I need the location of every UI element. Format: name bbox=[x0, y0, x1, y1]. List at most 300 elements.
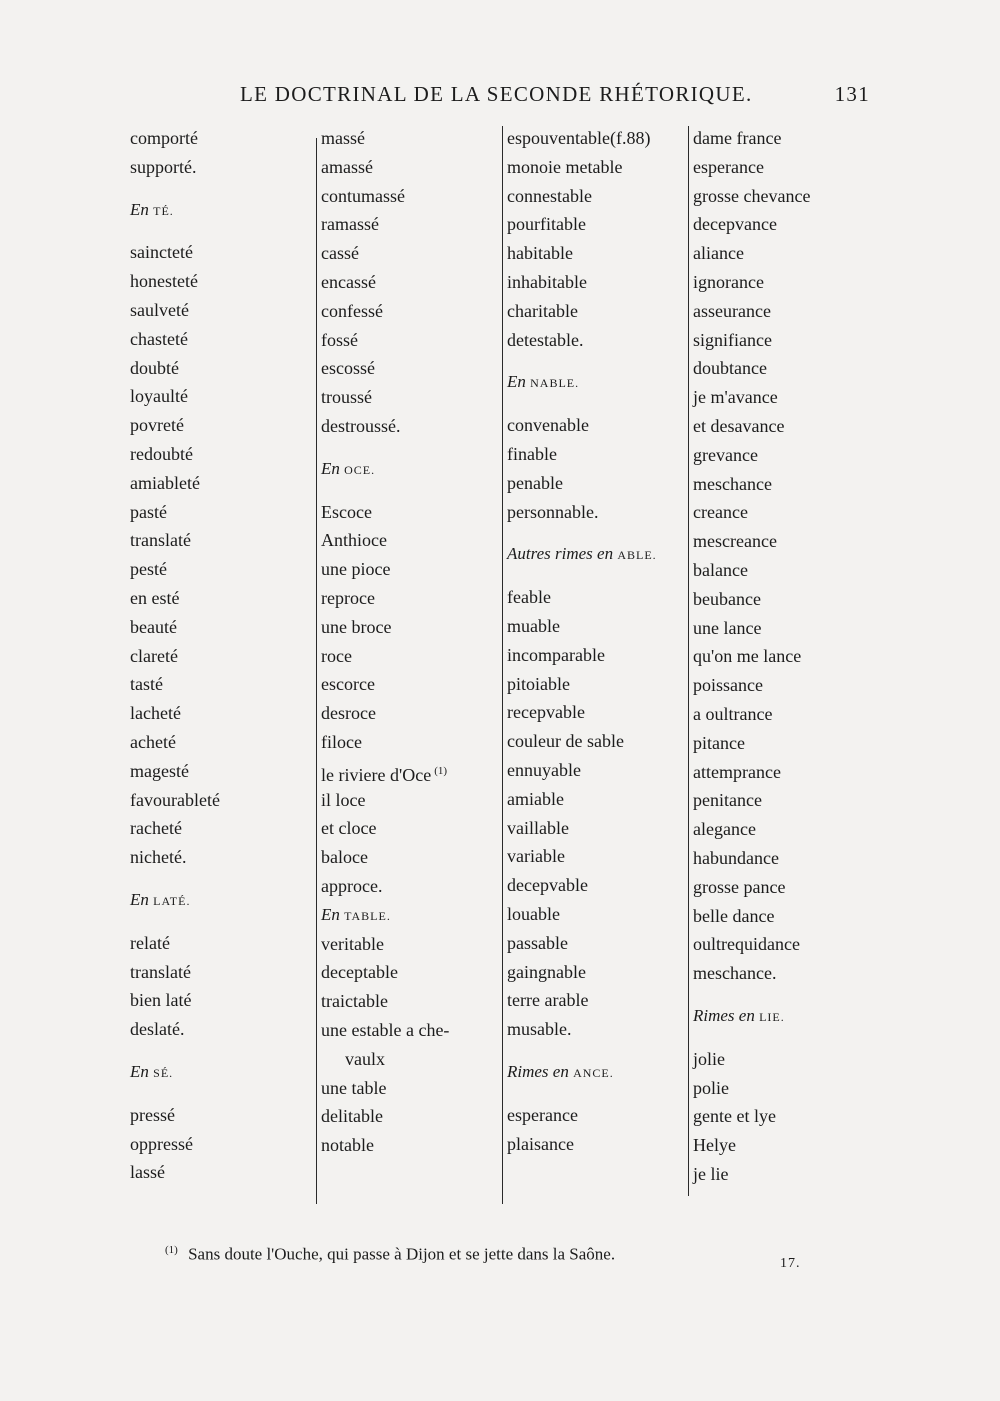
rhyme-word-text: signifiance bbox=[693, 329, 772, 350]
rhyme-word bbox=[507, 986, 687, 1015]
section-gap bbox=[507, 354, 687, 368]
rhyme-word bbox=[321, 210, 501, 239]
rhyme-word-text: je m'avance bbox=[693, 387, 778, 408]
rhyme-word bbox=[507, 641, 687, 670]
section-heading bbox=[507, 540, 687, 569]
rhyme-word bbox=[693, 527, 873, 556]
rhyme-word-text: une estable a che- bbox=[321, 1019, 450, 1040]
rhyme-word bbox=[693, 959, 873, 988]
column-divider bbox=[688, 126, 689, 1196]
rhyme-word bbox=[507, 958, 687, 987]
rhyme-word bbox=[130, 958, 310, 987]
rhyme-word bbox=[130, 382, 310, 411]
rhyme-word-text: musable. bbox=[507, 1019, 572, 1040]
rhyme-word bbox=[693, 1102, 873, 1131]
rhyme-word bbox=[693, 182, 873, 211]
rhyme-word-text: aliance bbox=[693, 243, 744, 264]
rhyme-word-text: terre arable bbox=[507, 990, 589, 1011]
rhyme-word bbox=[693, 297, 873, 326]
section-heading-rhyme: TÉ. bbox=[153, 203, 174, 218]
rhyme-word-text: decepvance bbox=[693, 214, 777, 235]
rhyme-word-text: deslaté. bbox=[130, 1019, 185, 1040]
rhyme-word bbox=[321, 670, 501, 699]
rhyme-word-text: redoubté bbox=[130, 443, 193, 464]
rhyme-word-text: racheté bbox=[130, 818, 182, 839]
rhyme-word bbox=[693, 786, 873, 815]
signature-mark: 17. bbox=[780, 1256, 801, 1271]
rhyme-word-text: alegance bbox=[693, 819, 756, 840]
rhyme-word bbox=[321, 1131, 501, 1160]
rhyme-word-text: magesté bbox=[130, 760, 189, 781]
rhyme-word bbox=[321, 153, 501, 182]
rhyme-word-text: encassé bbox=[321, 271, 376, 292]
rhyme-word-text: Helye bbox=[693, 1135, 736, 1156]
rhyme-word bbox=[130, 843, 310, 872]
rhyme-word-text: louable bbox=[507, 903, 560, 924]
rhyme-word-text: povreté bbox=[130, 415, 184, 436]
rhyme-word bbox=[130, 238, 310, 267]
rhyme-word-text: variable bbox=[507, 846, 565, 867]
section-heading bbox=[321, 901, 501, 930]
section-heading-rhyme: LATÉ. bbox=[153, 893, 191, 908]
rhyme-word-text: translaté bbox=[130, 961, 191, 982]
rhyme-word-text: delitable bbox=[321, 1106, 383, 1127]
rhyme-word bbox=[693, 1074, 873, 1103]
rhyme-word-text: supporté. bbox=[130, 156, 197, 177]
rhyme-word-text: relaté bbox=[130, 932, 170, 953]
rhyme-word-text: ennuyable bbox=[507, 759, 581, 780]
rhyme-word bbox=[321, 297, 501, 326]
rhyme-word bbox=[321, 1016, 501, 1045]
rhyme-column-1 bbox=[130, 124, 310, 1187]
rhyme-word bbox=[693, 930, 873, 959]
rhyme-word bbox=[507, 785, 687, 814]
rhyme-word-text: grevance bbox=[693, 444, 758, 465]
section-heading-rhyme: ABLE. bbox=[617, 548, 657, 563]
rhyme-word-text: esperance bbox=[507, 1104, 578, 1125]
section-gap bbox=[693, 1031, 873, 1045]
rhyme-word bbox=[507, 498, 687, 527]
rhyme-word bbox=[130, 1101, 310, 1130]
rhyme-word-text: balance bbox=[693, 559, 748, 580]
rhyme-word-text: oultrequidance bbox=[693, 934, 800, 955]
rhyme-word bbox=[693, 729, 873, 758]
rhyme-word bbox=[130, 1130, 310, 1159]
rhyme-word-text: gente et lye bbox=[693, 1106, 776, 1127]
rhyme-word bbox=[321, 124, 501, 153]
rhyme-word-text: vaulx bbox=[345, 1048, 385, 1069]
rhyme-word bbox=[130, 1015, 310, 1044]
rhyme-word-text: passable bbox=[507, 932, 568, 953]
rhyme-word-text: saincteté bbox=[130, 242, 193, 263]
rhyme-word bbox=[321, 412, 501, 441]
section-gap bbox=[130, 224, 310, 238]
rhyme-word-text: loyaulté bbox=[130, 386, 188, 407]
rhyme-word-text: muable bbox=[507, 615, 560, 636]
rhyme-word bbox=[693, 441, 873, 470]
rhyme-word-text: creance bbox=[693, 502, 748, 523]
rhyme-word-text: roce bbox=[321, 645, 352, 666]
rhyme-word bbox=[693, 585, 873, 614]
rhyme-word bbox=[507, 698, 687, 727]
section-heading-rhyme: TABLE. bbox=[344, 908, 391, 923]
rhyme-word-text: pourfitable bbox=[507, 214, 586, 235]
rhyme-word-text: penable bbox=[507, 472, 563, 493]
rhyme-word bbox=[507, 210, 687, 239]
rhyme-word-text: personnable. bbox=[507, 501, 599, 522]
rhyme-word bbox=[130, 670, 310, 699]
rhyme-word-text: deceptable bbox=[321, 962, 398, 983]
section-gap bbox=[130, 182, 310, 196]
rhyme-word-text: a oultrance bbox=[693, 703, 773, 724]
section-gap bbox=[321, 441, 501, 455]
rhyme-word bbox=[507, 900, 687, 929]
rhyme-word-text: notable bbox=[321, 1135, 374, 1156]
rhyme-word bbox=[130, 929, 310, 958]
rhyme-word bbox=[507, 411, 687, 440]
rhyme-word bbox=[507, 153, 687, 182]
rhyme-word bbox=[507, 929, 687, 958]
rhyme-word bbox=[693, 498, 873, 527]
section-gap bbox=[130, 872, 310, 886]
rhyme-word bbox=[693, 153, 873, 182]
rhyme-word bbox=[321, 182, 501, 211]
running-title: LE DOCTRINAL DE LA SECONDE RHÉTORIQUE. bbox=[240, 82, 753, 106]
footnote-mark: (1) bbox=[165, 1244, 178, 1256]
rhyme-word bbox=[507, 1101, 687, 1130]
rhyme-word bbox=[507, 268, 687, 297]
rhyme-word bbox=[321, 613, 501, 642]
section-heading bbox=[507, 1058, 687, 1087]
rhyme-word-text: pitance bbox=[693, 732, 745, 753]
rhyme-word-text: charitable bbox=[507, 300, 578, 321]
rhyme-word bbox=[321, 1102, 501, 1131]
rhyme-word-text: qu'on me lance bbox=[693, 646, 802, 667]
rhyme-word-text: cassé bbox=[321, 243, 359, 264]
rhyme-word-text: et cloce bbox=[321, 818, 377, 839]
rhyme-word bbox=[321, 958, 501, 987]
section-gap bbox=[693, 988, 873, 1002]
rhyme-word bbox=[321, 526, 501, 555]
rhyme-word-text: beauté bbox=[130, 616, 177, 637]
section-gap bbox=[321, 484, 501, 498]
rhyme-word-text: escossé bbox=[321, 358, 375, 379]
section-gap bbox=[507, 1044, 687, 1058]
rhyme-word-text: grosse pance bbox=[693, 876, 786, 897]
rhyme-word-text: bien laté bbox=[130, 990, 192, 1011]
section-gap bbox=[507, 1087, 687, 1101]
footnote-reference: (1) bbox=[434, 764, 448, 777]
rhyme-word bbox=[321, 728, 501, 757]
rhyme-word bbox=[507, 326, 687, 355]
rhyme-word-text: contumassé bbox=[321, 185, 405, 206]
rhyme-word bbox=[693, 815, 873, 844]
rhyme-word-text: favourableté bbox=[130, 789, 220, 810]
rhyme-word bbox=[693, 671, 873, 700]
rhyme-word bbox=[693, 1045, 873, 1074]
rhyme-word-text: recepvable bbox=[507, 702, 585, 723]
footnote bbox=[165, 1244, 865, 1265]
section-heading bbox=[130, 1058, 310, 1087]
rhyme-word bbox=[507, 670, 687, 699]
rhyme-word bbox=[130, 699, 310, 728]
rhyme-word-text: chasteté bbox=[130, 328, 188, 349]
rhyme-word bbox=[321, 354, 501, 383]
rhyme-word-text: decepvable bbox=[507, 875, 588, 896]
rhyme-word-text: comporté bbox=[130, 128, 198, 148]
section-heading-label: Autres rimes en bbox=[507, 544, 618, 564]
rhyme-word-text: ignorance bbox=[693, 271, 764, 292]
rhyme-word bbox=[321, 584, 501, 613]
rhyme-word-text: Anthioce bbox=[321, 530, 387, 551]
section-gap bbox=[507, 526, 687, 540]
rhyme-word-text: desroce bbox=[321, 703, 376, 724]
rhyme-word bbox=[507, 124, 687, 153]
rhyme-word bbox=[321, 872, 501, 901]
rhyme-word bbox=[321, 1045, 501, 1074]
rhyme-word bbox=[321, 786, 501, 815]
rhyme-word bbox=[693, 873, 873, 902]
rhyme-word bbox=[693, 470, 873, 499]
section-heading-rhyme: NABLE. bbox=[530, 376, 580, 391]
rhyme-word bbox=[507, 440, 687, 469]
rhyme-column-3 bbox=[507, 124, 687, 1158]
page-number: 131 bbox=[834, 82, 870, 106]
rhyme-word-text: amiableté bbox=[130, 472, 200, 493]
rhyme-word-text: massé bbox=[321, 128, 365, 148]
rhyme-word-text: lassé bbox=[130, 1162, 165, 1183]
section-gap bbox=[130, 1087, 310, 1101]
rhyme-word-text: incomparable bbox=[507, 644, 605, 665]
rhyme-word-text: Escoce bbox=[321, 501, 372, 522]
rhyme-word bbox=[321, 757, 501, 786]
footnote-text: Sans doute l'Ouche, qui passe à Dijon et se jette dans la Saône. bbox=[188, 1244, 616, 1264]
section-heading bbox=[507, 368, 687, 397]
rhyme-word-text: asseurance bbox=[693, 300, 771, 321]
rhyme-word bbox=[130, 267, 310, 296]
rhyme-word-text: oppressé bbox=[130, 1133, 193, 1154]
rhyme-word bbox=[693, 326, 873, 355]
rhyme-word-text: pasté bbox=[130, 501, 167, 522]
section-heading-label: En bbox=[130, 199, 154, 219]
section-heading-rhyme: ANCE. bbox=[573, 1065, 614, 1080]
rhyme-word bbox=[693, 412, 873, 441]
rhyme-word bbox=[130, 757, 310, 786]
rhyme-word bbox=[507, 469, 687, 498]
rhyme-word-text: honesteté bbox=[130, 271, 198, 292]
rhyme-word bbox=[321, 642, 501, 671]
rhyme-word bbox=[130, 498, 310, 527]
rhyme-word-text: pitoiable bbox=[507, 673, 570, 694]
rhyme-word bbox=[693, 758, 873, 787]
rhyme-word bbox=[693, 239, 873, 268]
rhyme-word bbox=[130, 786, 310, 815]
section-heading-label: En bbox=[130, 889, 154, 909]
rhyme-word-text: je lie bbox=[693, 1163, 729, 1184]
rhyme-word-text: destroussé. bbox=[321, 415, 401, 436]
rhyme-word bbox=[321, 814, 501, 843]
rhyme-word-text: dame france bbox=[693, 128, 782, 148]
rhyme-word bbox=[321, 239, 501, 268]
rhyme-word-text: penitance bbox=[693, 790, 762, 811]
rhyme-word-text: gaingnable bbox=[507, 961, 586, 982]
rhyme-word bbox=[130, 814, 310, 843]
rhyme-word bbox=[693, 556, 873, 585]
rhyme-word-text: baloce bbox=[321, 847, 368, 868]
rhyme-word-text: beubance bbox=[693, 588, 761, 609]
rhyme-word-text: le riviere d'Oce bbox=[321, 764, 432, 785]
rhyme-word bbox=[321, 383, 501, 412]
section-heading-rhyme: OCE. bbox=[344, 462, 376, 477]
rhyme-word-text: confessé bbox=[321, 300, 383, 321]
rhyme-word-text: pressé bbox=[130, 1104, 175, 1125]
section-heading bbox=[130, 886, 310, 915]
rhyme-word bbox=[507, 239, 687, 268]
rhyme-word bbox=[507, 182, 687, 211]
section-gap bbox=[507, 397, 687, 411]
section-heading bbox=[130, 196, 310, 225]
rhyme-word-text: inhabitable bbox=[507, 271, 587, 292]
rhyme-word bbox=[321, 987, 501, 1016]
rhyme-word bbox=[693, 383, 873, 412]
rhyme-word-text: monoie metable bbox=[507, 156, 623, 177]
rhyme-word-text: traictable bbox=[321, 991, 388, 1012]
rhyme-word-text: doubtance bbox=[693, 358, 767, 379]
rhyme-word-text: acheté bbox=[130, 731, 176, 752]
rhyme-word-text: attemprance bbox=[693, 761, 781, 782]
rhyme-word bbox=[507, 871, 687, 900]
rhyme-word bbox=[130, 325, 310, 354]
rhyme-word-text: une pioce bbox=[321, 559, 391, 580]
rhyme-word bbox=[321, 498, 501, 527]
rhyme-word-text: jolie bbox=[693, 1048, 725, 1069]
rhyme-word-text: fossé bbox=[321, 329, 358, 350]
rhyme-word bbox=[693, 614, 873, 643]
rhyme-word-text: plaisance bbox=[507, 1133, 574, 1154]
rhyme-word-text: meschance bbox=[693, 473, 772, 494]
section-heading-label: En bbox=[321, 458, 345, 478]
rhyme-word-text: filoce bbox=[321, 731, 362, 752]
rhyme-word bbox=[130, 296, 310, 325]
rhyme-word bbox=[321, 326, 501, 355]
rhyme-word-text: doubté bbox=[130, 357, 179, 378]
section-gap bbox=[507, 569, 687, 583]
rhyme-word bbox=[693, 902, 873, 931]
rhyme-word-text: troussé bbox=[321, 387, 372, 408]
section-heading-label: Rimes en bbox=[507, 1061, 574, 1081]
rhyme-word-text: une table bbox=[321, 1077, 387, 1098]
rhyme-word-text: il loce bbox=[321, 789, 366, 810]
section-heading-label: En bbox=[507, 372, 531, 392]
rhyme-word-text: veritable bbox=[321, 933, 384, 954]
rhyme-word-text: escorce bbox=[321, 674, 375, 695]
section-heading-label: En bbox=[321, 904, 345, 924]
rhyme-word-text: nicheté. bbox=[130, 847, 187, 868]
rhyme-word bbox=[130, 555, 310, 584]
rhyme-word bbox=[130, 584, 310, 613]
rhyme-word-text: en esté bbox=[130, 587, 180, 608]
rhyme-word bbox=[507, 612, 687, 641]
rhyme-word-text: amassé bbox=[321, 156, 373, 177]
section-heading bbox=[321, 455, 501, 484]
rhyme-word bbox=[693, 1160, 873, 1189]
rhyme-word-text: meschance. bbox=[693, 963, 777, 984]
rhyme-word-text: reproce bbox=[321, 587, 375, 608]
rhyme-word-text: une broce bbox=[321, 616, 392, 637]
rhyme-word-text: approce. bbox=[321, 875, 383, 896]
rhyme-word bbox=[507, 1130, 687, 1159]
rhyme-word bbox=[130, 124, 310, 153]
rhyme-word bbox=[130, 411, 310, 440]
rhyme-word-text: habitable bbox=[507, 243, 573, 264]
rhyme-word bbox=[321, 699, 501, 728]
rhyme-word bbox=[321, 843, 501, 872]
rhyme-word bbox=[507, 1015, 687, 1044]
rhyme-word-text: une lance bbox=[693, 617, 762, 638]
rhyme-word-text: clareté bbox=[130, 645, 178, 666]
rhyme-word-text: grosse chevance bbox=[693, 185, 811, 206]
rhyme-word-text: amiable bbox=[507, 788, 564, 809]
rhyme-word-text: poissance bbox=[693, 675, 763, 696]
column-divider bbox=[316, 138, 317, 1204]
rhyme-word bbox=[507, 756, 687, 785]
section-heading-label: En bbox=[130, 1061, 154, 1081]
rhyme-word bbox=[130, 728, 310, 757]
column-divider bbox=[502, 126, 503, 1204]
rhyme-word-text: convenable bbox=[507, 415, 589, 436]
rhyme-word-text: habundance bbox=[693, 847, 779, 868]
rhyme-word bbox=[693, 1131, 873, 1160]
rhyme-word bbox=[693, 642, 873, 671]
rhyme-word-text: saulveté bbox=[130, 299, 189, 320]
rhyme-word bbox=[130, 613, 310, 642]
rhyme-word-text: detestable. bbox=[507, 329, 584, 350]
rhyme-word bbox=[130, 986, 310, 1015]
section-heading-rhyme: SÉ. bbox=[153, 1065, 174, 1080]
section-heading-label: Rimes en bbox=[693, 1005, 760, 1025]
rhyme-word bbox=[507, 842, 687, 871]
rhyme-word-text: vaillable bbox=[507, 817, 569, 838]
rhyme-word bbox=[130, 526, 310, 555]
rhyme-word bbox=[507, 297, 687, 326]
rhyme-word bbox=[507, 583, 687, 612]
rhyme-word bbox=[507, 727, 687, 756]
rhyme-word bbox=[693, 124, 873, 153]
rhyme-word bbox=[507, 814, 687, 843]
rhyme-word-text: tasté bbox=[130, 674, 163, 695]
section-gap bbox=[130, 1044, 310, 1058]
rhyme-word bbox=[693, 210, 873, 239]
rhyme-word bbox=[130, 1158, 310, 1187]
rhyme-word-text: polie bbox=[693, 1077, 729, 1098]
rhyme-word-text: finable bbox=[507, 443, 557, 464]
section-heading-rhyme: LIE. bbox=[759, 1009, 785, 1024]
rhyme-word bbox=[321, 555, 501, 584]
rhyme-word-text: feable bbox=[507, 587, 551, 608]
rhyme-word-text: lacheté bbox=[130, 703, 181, 724]
rhyme-word bbox=[321, 1074, 501, 1103]
rhyme-word bbox=[130, 469, 310, 498]
rhyme-column-2 bbox=[321, 124, 501, 1160]
rhyme-word bbox=[130, 642, 310, 671]
rhyme-word-text: belle dance bbox=[693, 905, 775, 926]
rhyme-word bbox=[321, 268, 501, 297]
rhyme-word-text: esperance bbox=[693, 156, 764, 177]
section-gap bbox=[130, 915, 310, 929]
rhyme-word bbox=[130, 440, 310, 469]
rhyme-word-text: espouventable(f.88) bbox=[507, 128, 651, 148]
section-heading bbox=[693, 1002, 873, 1031]
